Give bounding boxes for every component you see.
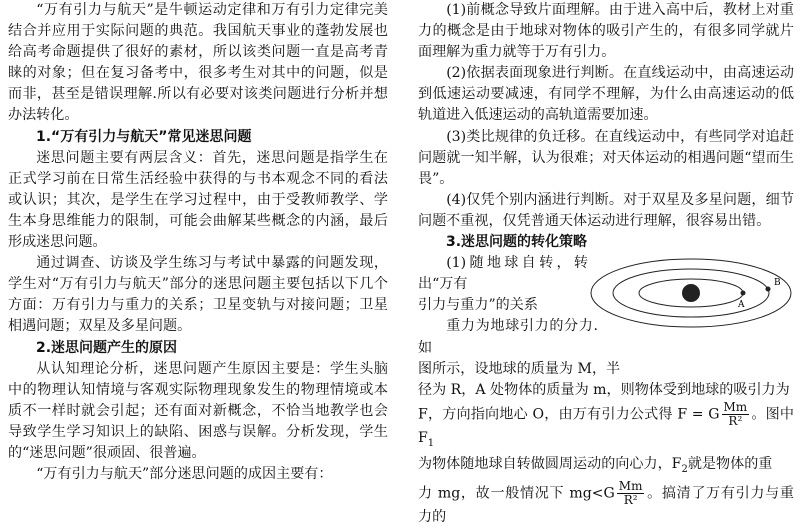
strategy-text-1: 重力为地球引力的分力.如: [418, 318, 598, 356]
figure-label-b: B: [774, 278, 781, 289]
cause-item-1: (1)前概念导致片面理解。由于进入高中后，教材上对重力的概念是由于地球对物体的吸引产生的，有很多同学就片面理解为重力就等于万有引力。: [418, 2, 794, 61]
figure-row: [418, 253, 794, 380]
strategy-formula-line: F，方向指向地心 O，由万有引力公式得 F = G $\frac{Mm}{\text{R²}}$ 。图中 $F_1$: [418, 399, 795, 449]
cause-item-2: (2)依据表面现象进行判断。在直线运动中，由高速运动到低速运动要减速，有同学不理解，为什么由高速运动的低轨道进入低速运动的高轨道需要加速。: [418, 65, 794, 124]
gravity-formula-fraction: $\frac{Mm}{\text{R²}}$: [723, 399, 748, 428]
cause-item-4: (4)仅凭个别内涵进行判断。对于双星及多星问题，细节问题不重视，仅凭普通天体运动进行理解，很容易出错。: [418, 191, 794, 229]
figure-label-a: A: [738, 300, 745, 311]
cause-item-3: (3)类比规律的负迁移。在直线运动中，有些同学对追赶问题就一知半解，认为很难；对天体运动的相遇问题“望而生畏”。: [418, 128, 794, 187]
intro-paragraph: “万有引力与航天”是牛顿运动定律和万有引力定律完美结合并应用于实际问题的典范。我国航天事业的蓬勃发展也给高考命题提供了很好的素材，所以该类问题一直是高考青睐的对象；但在复习备考中，很多考生对其中的问题，似是而非，甚至是错误理解.所以有必要对该类问题进行分析并想办法转化。: [8, 2, 388, 124]
paragraph-causes-lead: “万有引力与航天”部分迷思问题的成因主要有：: [36, 466, 333, 483]
right-column: [418, 0, 794, 528]
orbit-figure: [588, 255, 794, 331]
paragraph-survey-findings: 通过调查、访谈及学生练习与考试中暴露的问题发现，学生对“万有引力与航天”部分的迷思问题主要包括以下几个方面：万有引力与重力的关系；卫星变轨与对接问题；卫星相遇问题；双星及多星问题。: [8, 255, 388, 335]
section-heading-2: 2.迷思问题产生的原因: [36, 339, 178, 356]
strategy-text-3: 径为 R，A 处物体的质量为 m，则物体受到地球的吸引力为: [418, 381, 790, 398]
strategy-inequality-line: 力 mg，故一般情况下 mg<G $\frac{Mm}{\text{R²}}$ 。搞清了万有引力与重力的: [418, 478, 794, 525]
left-column: [8, 0, 388, 485]
section-heading-3: 3.迷思问题的转化策略: [446, 234, 588, 251]
inequality-fraction: $\frac{Mm}{\text{R²}}$: [618, 478, 643, 507]
strategy-text-4: 为物体随地球自转做圆周运动的向心力，$F_2$就是物体的重: [418, 455, 773, 475]
paragraph-causes: 从认知理论分析，迷思问题产生原因主要是：学生头脑中的物理认知情境与客观实际物理现象发生的物理情境或本质不一样时就会引起；还有面对新概念，不恰当地教学也会导致学生学习知识上的缺陷、困惑与误解。分析发现，学生的“迷思问题”很顽固、很普遍。: [8, 360, 388, 461]
strategy-text-2: 图所示，设地球的质量为 M，半: [418, 360, 621, 377]
section-heading-1: 1.“万有引力与航天”常见迷思问题: [36, 128, 252, 145]
paragraph-misconception-definition: 迷思问题主要有两层含义：首先，迷思问题是指学生在正式学习前在日常生活经验中获得的与书本观念不同的看法或认识；其次，是学生在学习过程中，由于受教师教学、学生本身思维能力的限制，可能会曲解某些概念的内涵，最后形成迷思问题。: [8, 149, 388, 251]
strategy-item-1: (1)随地球自转，转出“万有 引力与重力”的关系: [418, 255, 588, 314]
